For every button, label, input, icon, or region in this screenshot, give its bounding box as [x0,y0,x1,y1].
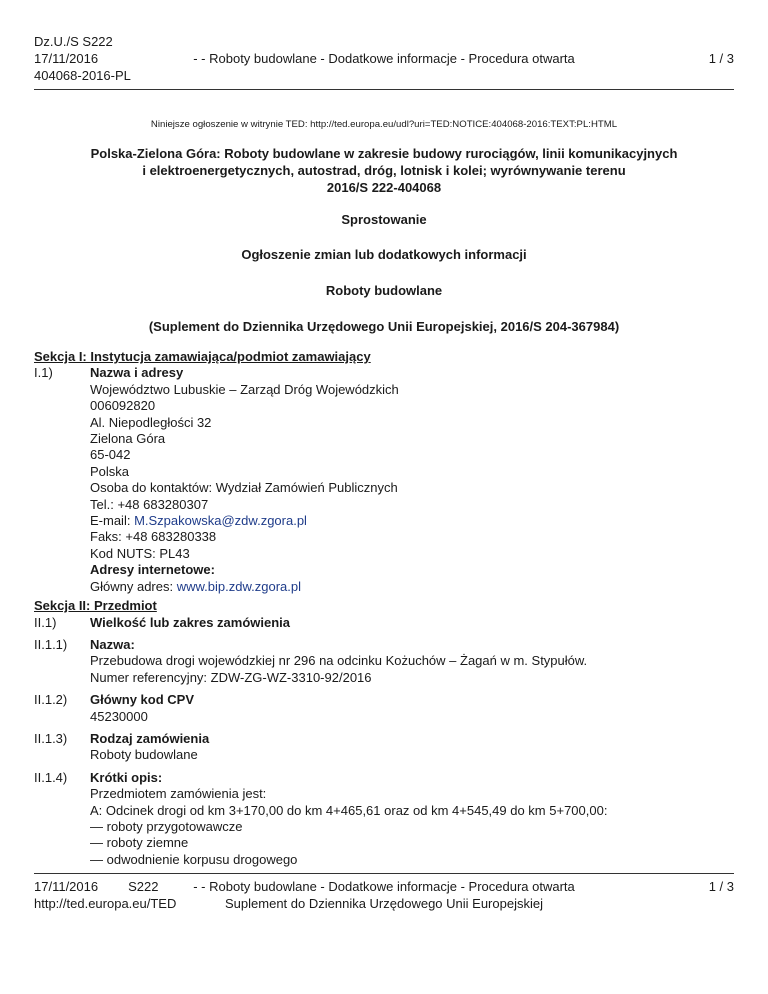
contact-person: Osoba do kontaktów: Wydział Zamówień Publicznych [90,480,398,496]
item-number: II.1.2) [34,692,68,708]
doc-ref: Dz.U./S S222 [34,34,113,49]
section-2-1-2 [34,692,734,725]
header-date: 17/11/2016 [34,51,99,66]
section-2-1-3 [34,731,734,764]
section-1-title: Sekcja I: Instytucja zamawiająca/podmiot zamawiający [34,349,371,364]
notice-id: 404068-2016-PL [34,68,131,83]
section-2-1-heading: Wielkość lub zakres zamówienia [90,614,291,630]
org-id: 006092820 [90,398,156,414]
item-line: — roboty ziemne [90,835,189,851]
email-line [90,513,734,529]
item-number: II.1.4) [34,769,68,785]
fax: Faks: +48 683280338 [90,529,217,545]
main-address-link[interactable]: www.bip.zdw.zgora.pl [176,578,301,594]
footer-title: - - Roboty budowlane - Dodatkowe informacje - Procedura otwarta [193,879,575,894]
section-2-1-number: II.1) [34,614,57,630]
page-header [34,33,734,87]
names-addresses-heading: Nazwa i adresy [90,365,184,381]
section-1-1-body [90,365,734,595]
main-address-line [90,579,734,595]
item-heading: Krótki opis: [90,769,163,785]
title-line-1: Polska-Zielona Góra: Roboty budowlane w zakresie budowy rurociągów, linii komunikacyjnych [90,146,678,161]
item-number: II.1.1) [34,636,68,652]
section-2-1-1 [34,637,734,686]
section-2-title: Sekcja II: Przedmiot [34,598,157,614]
notice-content [34,349,734,868]
org-name: Województwo Lubuskie – Zarząd Dróg Wojewódzkich [90,381,399,397]
header-title: - - Roboty budowlane - Dodatkowe informacje - Procedura otwarta [193,51,575,66]
footer-issue: S222 [128,879,159,894]
country: Polska [90,463,130,479]
item-line: 45230000 [90,708,148,724]
item-line: A: Odcinek drogi od km 3+170,00 do km 4+465,61 oraz od km 4+545,49 do km 5+700,00: [90,802,608,818]
main-address-label: Główny adres: [90,578,177,594]
title-line-3: 2016/S 222-404068 [326,180,442,195]
item-heading: Nazwa: [90,636,135,652]
postal-code: 65-042 [90,447,131,463]
footer-page-number: 1 / 3 [708,879,734,894]
phone: Tel.: +48 683280307 [90,496,209,512]
section-2-1 [34,615,734,631]
item-line: Przedmiotem zamówienia jest: [90,786,267,802]
notice-title [60,145,708,196]
internet-addresses-heading: Adresy internetowe: [90,562,215,578]
item-number: II.1.3) [34,730,68,746]
footer-divider [34,873,734,874]
notice-type: Ogłoszenie zmian lub dodatkowych informacji [241,247,527,262]
section-1-1-number: I.1) [34,365,53,381]
item-line: Roboty budowlane [90,747,198,763]
section-1-1 [34,365,734,595]
item-line: Numer referencyjny: ZDW-ZG-WZ-3310-92/2016 [90,669,372,685]
item-line: Przebudowa drogi wojewódzkiej nr 296 na odcinku Kożuchów – Żagań w m. Stypułów. [90,653,588,669]
email-link[interactable]: M.Szpakowska@zdw.zgora.pl [134,513,307,529]
section-2-1-4 [34,770,734,868]
ted-notice-link[interactable]: Niniejsze ogłoszenie w witrynie TED: http://ted.europa.eu/udl?uri=TED:NOTICE:404068-2016:TEXT:PL:HTML [150,119,618,130]
item-heading: Główny kod CPV [90,692,195,708]
doc-type: Sprostowanie [341,212,427,227]
contract-type: Roboty budowlane [325,283,443,298]
footer-supplement: Suplement do Dziennika Urzędowego Unii Europejskiej [225,896,543,911]
city: Zielona Góra [90,431,166,447]
footer-site[interactable]: http://ted.europa.eu/TED [34,896,177,911]
header-divider [34,89,734,90]
item-line: — odwodnienie korpusu drogowego [90,851,298,867]
email-label: E-mail: [90,513,135,529]
nuts-code: Kod NUTS: PL43 [90,545,190,561]
item-line: — roboty przygotowawcze [90,818,243,834]
item-heading: Rodzaj zamówienia [90,730,210,746]
title-line-2: i elektroenergetycznych, autostrad, dróg, lotnisk i kolei; wyrównywanie terenu [142,163,626,178]
footer-date: 17/11/2016 [34,879,99,894]
supplement-ref: (Suplement do Dziennika Urzędowego Unii Europejskiej, 2016/S 204-367984) [148,319,620,334]
header-page-number: 1 / 3 [708,51,734,66]
street: Al. Niepodległości 32 [90,414,212,430]
